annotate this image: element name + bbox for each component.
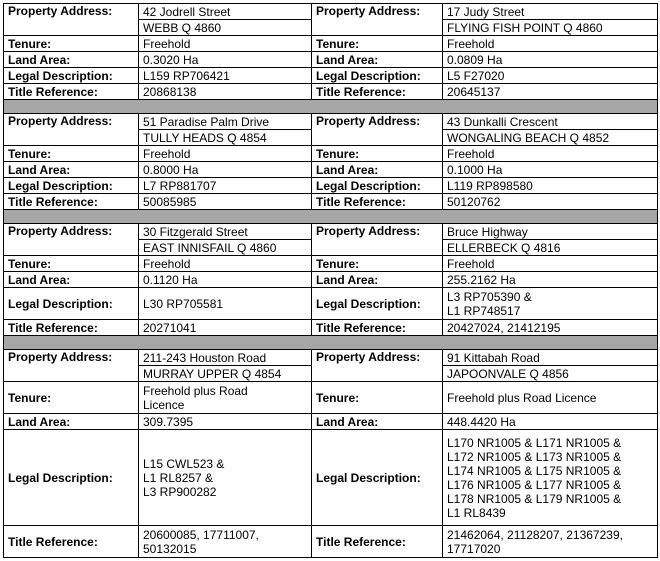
tenure-row <box>4 382 658 414</box>
address-line-1: 211-243 Houston Road <box>139 350 312 366</box>
land-area-value: 0.8000 Ha <box>139 162 312 178</box>
address-line-1: 51 Paradise Palm Drive <box>139 114 312 130</box>
legal-description-label: Legal Description: <box>4 288 139 320</box>
address-line-2: TULLY HEADS Q 4854 <box>139 130 312 146</box>
legal-description-label: Legal Description: <box>312 178 443 194</box>
title-reference-label: Title Reference: <box>312 194 443 210</box>
tenure-value: Freehold plus Road Licence <box>443 382 658 414</box>
land-area-row <box>4 414 658 430</box>
land-area-value: 0.1000 Ha <box>443 162 658 178</box>
tenure-value: Freehold <box>443 256 658 272</box>
title-reference-label: Title Reference: <box>4 320 139 336</box>
title-reference-value: 21462064, 21128207, 21367239, 17717020 <box>443 526 658 558</box>
tenure-label: Tenure: <box>312 36 443 52</box>
tenure-value: Freehold <box>443 146 658 162</box>
title-reference-label: Title Reference: <box>4 84 139 100</box>
property-schedule-table <box>3 3 658 558</box>
address-row <box>4 224 658 240</box>
title-reference-value: 20271041 <box>139 320 312 336</box>
title-reference-value: 50120762 <box>443 194 658 210</box>
legal-description-value: L15 CWL523 & L1 RL8257 & L3 RP900282 <box>139 430 312 526</box>
address-line-1: 30 Fitzgerald Street <box>139 224 312 240</box>
legal-description-value: L159 RP706421 <box>139 68 312 84</box>
land-area-row <box>4 52 658 68</box>
address-line-1: 17 Judy Street <box>443 4 658 20</box>
property-address-label: Property Address: <box>312 350 443 382</box>
address-line-2: WEBB Q 4860 <box>139 20 312 36</box>
property-address-label: Property Address: <box>312 114 443 146</box>
address-line-2: JAPOONVALE Q 4856 <box>443 366 658 382</box>
legal-description-value: L30 RP705581 <box>139 288 312 320</box>
tenure-label: Tenure: <box>4 382 139 414</box>
tenure-label: Tenure: <box>4 36 139 52</box>
separator-row <box>4 100 658 114</box>
legal-description-label: Legal Description: <box>4 68 139 84</box>
tenure-value: Freehold <box>443 36 658 52</box>
legal-description-value: L170 NR1005 & L171 NR1005 & L172 NR1005 & L173 NR1005 & L174 NR1005 & L175 NR1005 & L176 NR1005 & L177 NR1005 & L178 NR1005 & L179 NR1005 & L1 RL8439 <box>443 430 658 526</box>
legal-description-row <box>4 288 658 320</box>
property-address-label: Property Address: <box>4 4 139 36</box>
title-reference-value: 20868138 <box>139 84 312 100</box>
legal-description-value: L5 F27020 <box>443 68 658 84</box>
land-area-label: Land Area: <box>312 272 443 288</box>
legal-description-label: Legal Description: <box>4 430 139 526</box>
property-address-label: Property Address: <box>4 114 139 146</box>
title-reference-row <box>4 84 658 100</box>
address-row <box>4 350 658 366</box>
land-area-value: 255.2162 Ha <box>443 272 658 288</box>
address-line-1: 91 Kittabah Road <box>443 350 658 366</box>
title-reference-label: Title Reference: <box>312 526 443 558</box>
separator-bar <box>4 100 658 114</box>
title-reference-label: Title Reference: <box>312 320 443 336</box>
separator-row <box>4 336 658 350</box>
legal-description-label: Legal Description: <box>312 430 443 526</box>
title-reference-value: 50085985 <box>139 194 312 210</box>
address-row <box>4 114 658 130</box>
tenure-label: Tenure: <box>4 146 139 162</box>
legal-description-value: L119 RP898580 <box>443 178 658 194</box>
tenure-row <box>4 36 658 52</box>
property-address-label: Property Address: <box>312 4 443 36</box>
land-area-label: Land Area: <box>312 414 443 430</box>
title-reference-value: 20427024, 21412195 <box>443 320 658 336</box>
legal-description-label: Legal Description: <box>312 288 443 320</box>
title-reference-value: 20645137 <box>443 84 658 100</box>
property-address-label: Property Address: <box>312 224 443 256</box>
land-area-label: Land Area: <box>4 52 139 68</box>
legal-description-label: Legal Description: <box>312 68 443 84</box>
address-line-2: FLYING FISH POINT Q 4860 <box>443 20 658 36</box>
land-area-row <box>4 162 658 178</box>
tenure-value: Freehold <box>139 36 312 52</box>
legal-description-row <box>4 68 658 84</box>
land-area-label: Land Area: <box>312 162 443 178</box>
land-area-label: Land Area: <box>312 52 443 68</box>
land-area-label: Land Area: <box>4 162 139 178</box>
separator-bar <box>4 210 658 224</box>
address-line-1: 43 Dunkalli Crescent <box>443 114 658 130</box>
tenure-value: Freehold <box>139 256 312 272</box>
legal-description-value: L3 RP705390 & L1 RP748517 <box>443 288 658 320</box>
tenure-value: Freehold <box>139 146 312 162</box>
title-reference-label: Title Reference: <box>4 194 139 210</box>
tenure-label: Tenure: <box>312 382 443 414</box>
title-reference-value: 20600085, 17711007, 50132015 <box>139 526 312 558</box>
tenure-row <box>4 256 658 272</box>
address-line-2: WONGALING BEACH Q 4852 <box>443 130 658 146</box>
address-line-2: MURRAY UPPER Q 4854 <box>139 366 312 382</box>
address-line-1: 42 Jodrell Street <box>139 4 312 20</box>
legal-description-row <box>4 430 658 526</box>
separator-row <box>4 210 658 224</box>
property-address-label: Property Address: <box>4 224 139 256</box>
tenure-value: Freehold plus Road Licence <box>139 382 312 414</box>
address-line-2: EAST INNISFAIL Q 4860 <box>139 240 312 256</box>
land-area-row <box>4 272 658 288</box>
land-area-value: 0.3020 Ha <box>139 52 312 68</box>
tenure-row <box>4 146 658 162</box>
tenure-label: Tenure: <box>4 256 139 272</box>
title-reference-label: Title Reference: <box>312 84 443 100</box>
title-reference-row <box>4 526 658 558</box>
land-area-value: 0.1120 Ha <box>139 272 312 288</box>
address-row <box>4 4 658 20</box>
land-area-value: 309.7395 <box>139 414 312 430</box>
land-area-label: Land Area: <box>4 272 139 288</box>
legal-description-value: L7 RP881707 <box>139 178 312 194</box>
land-area-value: 448.4420 Ha <box>443 414 658 430</box>
title-reference-label: Title Reference: <box>4 526 139 558</box>
tenure-label: Tenure: <box>312 256 443 272</box>
title-reference-row <box>4 194 658 210</box>
land-area-label: Land Area: <box>4 414 139 430</box>
property-address-label: Property Address: <box>4 350 139 382</box>
separator-bar <box>4 336 658 350</box>
address-line-1: Bruce Highway <box>443 224 658 240</box>
address-line-2: ELLERBECK Q 4816 <box>443 240 658 256</box>
legal-description-row <box>4 178 658 194</box>
tenure-label: Tenure: <box>312 146 443 162</box>
land-area-value: 0.0809 Ha <box>443 52 658 68</box>
legal-description-label: Legal Description: <box>4 178 139 194</box>
title-reference-row <box>4 320 658 336</box>
